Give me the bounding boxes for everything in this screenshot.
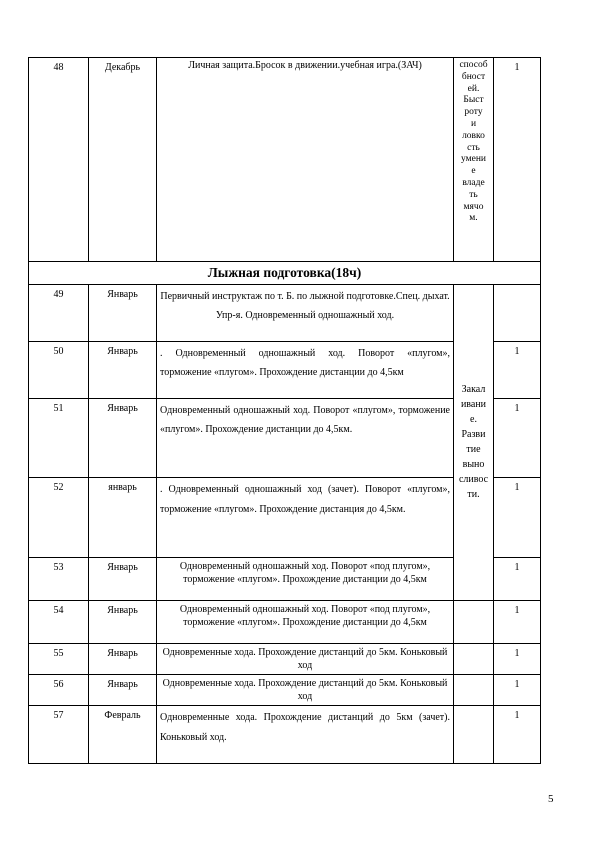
table-row [29, 58, 541, 262]
lesson-number: 49 [29, 285, 89, 342]
lesson-goal [454, 706, 494, 764]
lesson-month: Январь [89, 342, 157, 399]
lesson-number: 54 [29, 601, 89, 644]
lesson-topic: Первичный инструктаж по т. Б. по лыжной подготовке.Спец. дыхат. Упр-я. Одновременный одношажный ход. [157, 285, 454, 342]
lesson-hours: 1 [494, 342, 541, 399]
lesson-hours: 1 [494, 706, 541, 764]
lesson-number: 51 [29, 399, 89, 478]
lesson-month: январь [89, 478, 157, 558]
table-row [29, 285, 541, 342]
table-row [29, 706, 541, 764]
lesson-month: Январь [89, 558, 157, 601]
lesson-topic: Одновременные хода. Прохождение дистанций до 5км (зачет). Коньковый ход. [157, 706, 454, 764]
lesson-number: 48 [29, 58, 89, 262]
lesson-month: Январь [89, 644, 157, 675]
lesson-number: 53 [29, 558, 89, 601]
lesson-hours: 1 [494, 478, 541, 558]
lesson-goal [454, 285, 494, 601]
lesson-goal [454, 601, 494, 644]
table-row [29, 644, 541, 675]
lesson-month: Декабрь [89, 58, 157, 262]
section-row [29, 262, 541, 285]
lesson-hours [494, 285, 541, 342]
lesson-goal [454, 644, 494, 675]
lesson-topic: Одновременный одношажный ход. Поворот «под плугом», торможение «плугом». Прохождение дистанции до 4,5км [157, 601, 454, 644]
page-number: 5 [548, 793, 554, 805]
lesson-number: 50 [29, 342, 89, 399]
lesson-month: Февраль [89, 706, 157, 764]
lesson-topic: Одновременный одношажный ход. Поворот «плугом», торможение «плугом». Прохождение дистанции до 4,5км. [157, 399, 454, 478]
lesson-goal [454, 675, 494, 706]
lesson-topic: Одновременные хода. Прохождение дистанций до 5км. Коньковый ход [157, 644, 454, 675]
lesson-hours: 1 [494, 399, 541, 478]
lesson-hours: 1 [494, 601, 541, 644]
table-row [29, 601, 541, 644]
lesson-topic: Одновременный одношажный ход. Поворот «под плугом», торможение «плугом». Прохождение дистанции до 4,5км [157, 558, 454, 601]
lesson-hours: 1 [494, 558, 541, 601]
lesson-month: Январь [89, 601, 157, 644]
lesson-month: Январь [89, 675, 157, 706]
lesson-hours: 1 [494, 58, 541, 262]
lesson-topic: Одновременные хода. Прохождение дистанций до 5км. Коньковый ход [157, 675, 454, 706]
lesson-topic: . Одновременный одношажный ход. Поворот «плугом», торможение «плугом». Прохождение дистанции до 4,5км [157, 342, 454, 399]
lesson-plan-table [28, 57, 541, 764]
lesson-hours: 1 [494, 675, 541, 706]
lesson-number: 56 [29, 675, 89, 706]
lesson-number: 57 [29, 706, 89, 764]
section-title: Лыжная подготовка(18ч) [29, 262, 541, 285]
lesson-topic: Личная защита.Бросок в движении.учебная игра.(ЗАЧ) [157, 58, 454, 262]
lesson-goal-text: Закал ивани е. Разви тие выно сливос ти. [458, 383, 489, 500]
lesson-hours: 1 [494, 644, 541, 675]
lesson-topic: . Одновременный одношажный ход (зачет). Поворот «плугом», торможение «плугом». Прохождение дистанция до 4,5км. [157, 478, 454, 558]
lesson-month: Январь [89, 399, 157, 478]
lesson-month: Январь [89, 285, 157, 342]
lesson-number: 52 [29, 478, 89, 558]
table-row [29, 675, 541, 706]
lesson-goal: способ бност ей. Быст роту и ловко сть умени е владе ть мячо м. [454, 58, 494, 262]
lesson-number: 55 [29, 644, 89, 675]
